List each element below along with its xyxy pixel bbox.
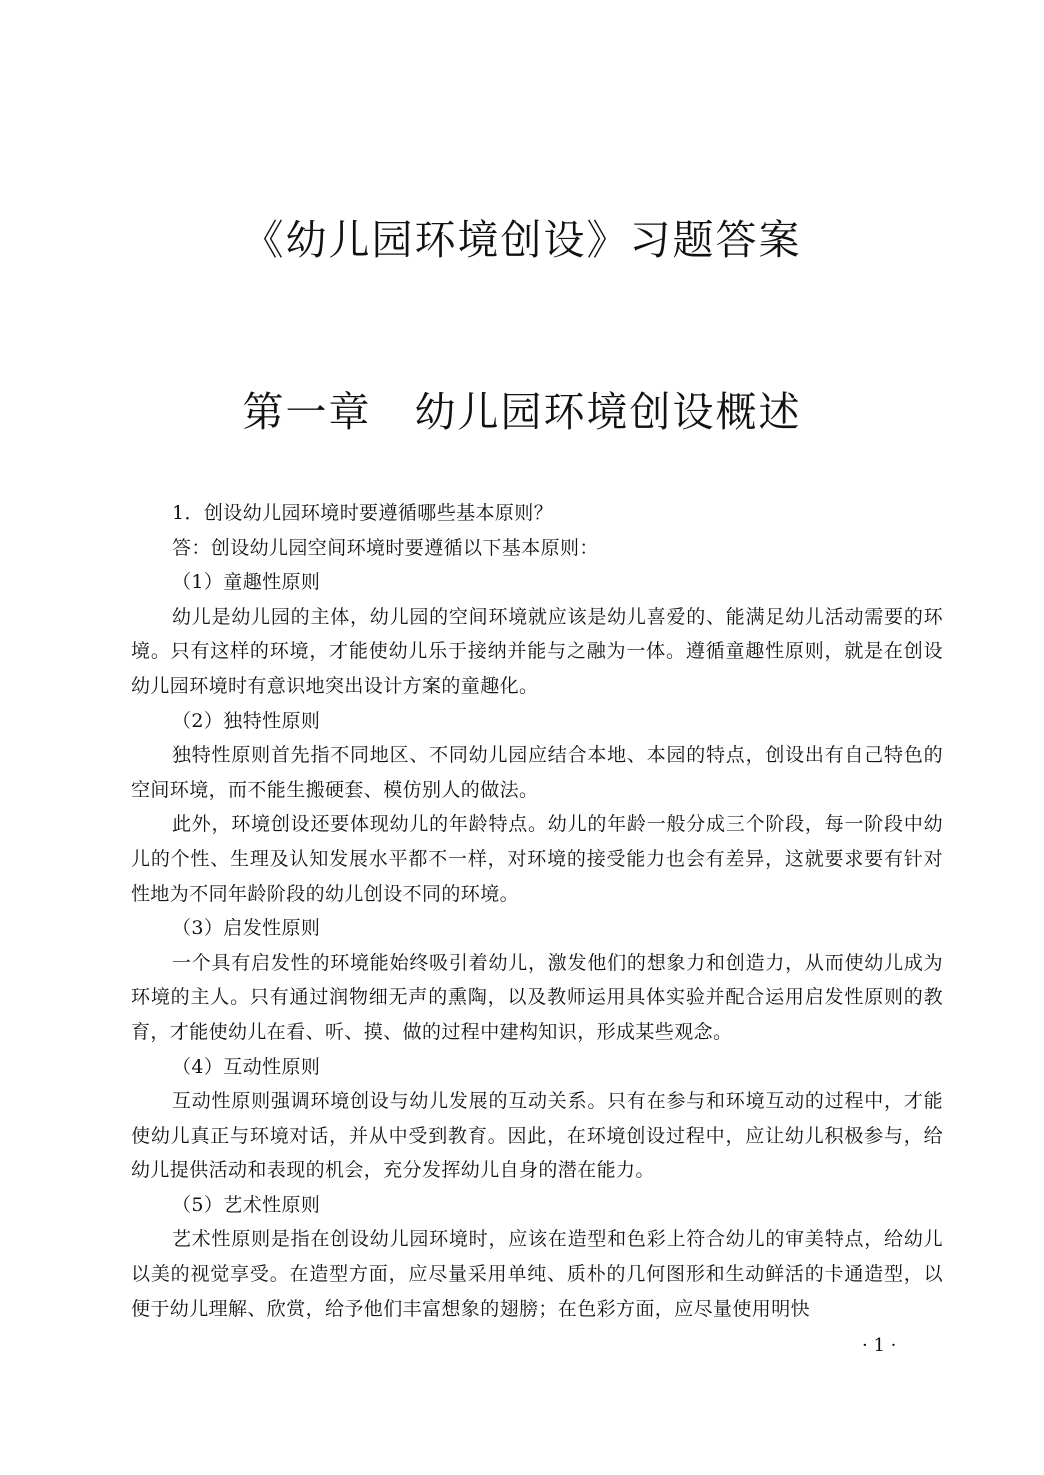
principle-3-paragraph: 一个具有启发性的环境能始终吸引着幼儿，激发他们的想象力和创造力，从而使幼儿成为环境的主人。只有通过润物细无声的熏陶，以及教师运用具体实验并配合运用启发性原则的教育，才能使幼儿在看、听、摸、做的过程中建构知识，形成某些观念。 (131, 951, 943, 1043)
principle-1-heading: （1）童趣性原则 (172, 571, 321, 594)
principle-5-paragraph: 艺术性原则是指在创设幼儿园环境时，应该在造型和色彩上符合幼儿的审美特点，给幼儿以美的视觉享受。在造型方面，应尽量采用单纯、质朴的几何图形和生动鲜活的卡通造型，以便于幼儿理解、欣赏，给予他们丰富想象的翅膀；在色彩方面，应尽量使用明快 (131, 1228, 943, 1320)
principle-5-heading: （5）艺术性原则 (172, 1193, 321, 1216)
principle-3-heading: （3）启发性原则 (172, 917, 321, 940)
page-number: · 1 · (862, 1335, 897, 1356)
answer-intro: 答：创设幼儿园空间环境时要遵循以下基本原则： (172, 536, 599, 559)
chapter-title: 第一章 幼儿园环境创设概述 (242, 388, 802, 436)
principle-2-heading: （2）独特性原则 (172, 709, 321, 732)
principle-2-paragraph-2: 此外，环境创设还要体现幼儿的年龄特点。幼儿的年龄一般分成三个阶段，每一阶段中幼儿的个性、生理及认知发展水平都不一样，对环境的接受能力也会有差异，这就要求要有针对性地为不同年龄阶段的幼儿创设不同的环境。 (131, 813, 943, 905)
content-body (131, 496, 943, 1326)
principle-4-heading: （4）互动性原则 (172, 1055, 321, 1078)
principle-1-paragraph: 幼儿是幼儿园的主体，幼儿园的空间环境就应该是幼儿喜爱的、能满足幼儿活动需要的环境。只有这样的环境，才能使幼儿乐于接纳并能与之融为一体。遵循童趣性原则，就是在创设幼儿园环境时有意识地突出设计方案的童趣化。 (131, 605, 943, 697)
principle-2-paragraph-1: 独特性原则首先指不同地区、不同幼儿园应结合本地、本园的特点，创设出有自己特色的空间环境，而不能生搬硬套、模仿别人的做法。 (131, 744, 943, 801)
principle-4-paragraph: 互动性原则强调环境创设与幼儿发展的互动关系。只有在参与和环境互动的过程中，才能使幼儿真正与环境对话，并从中受到教育。因此，在环境创设过程中，应让幼儿积极参与，给幼儿提供活动和表现的机会，充分发挥幼儿自身的潜在能力。 (131, 1090, 943, 1182)
question-1: 1．创设幼儿园环境时要遵循哪些基本原则？ (172, 502, 554, 524)
book-title: 《幼儿园环境创设》习题答案 (242, 216, 802, 264)
